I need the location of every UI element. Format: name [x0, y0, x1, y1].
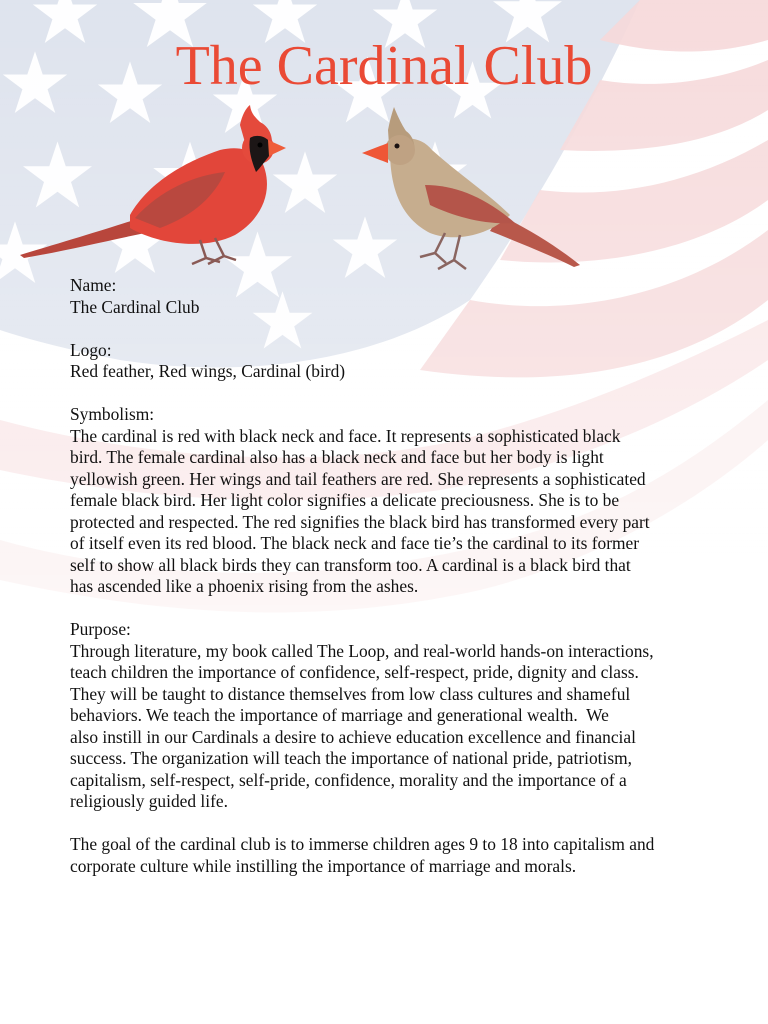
symbolism-line: The cardinal is red with black neck and face. It represents a sophisticated black — [70, 425, 621, 446]
goal-line: corporate culture while instilling the importance of marriage and morals. — [70, 855, 577, 876]
logo-value: Red feather, Red wings, Cardinal (bird) — [70, 361, 346, 381]
name-section — [70, 275, 720, 318]
purpose-line: capitalism, self-respect, self-pride, confidence, morality and the importance of a — [70, 769, 627, 790]
symbolism-line: bird. The female cardinal also has a black neck and face but her body is light — [70, 447, 604, 467]
name-value: The Cardinal Club — [70, 296, 200, 317]
purpose-line: behaviors. We teach the importance of marriage and generational wealth. We — [70, 705, 609, 725]
goal-section — [70, 834, 720, 877]
purpose-line: Through literature, my book called The Loop, and real-world hands-on interactions, — [70, 640, 654, 661]
symbolism-line: of itself even its red blood. The black neck and face tie’s the cardinal to its former — [70, 533, 640, 553]
symbolism-line: protected and respected. The red signifies the black bird has transformed every part — [70, 511, 650, 532]
symbolism-line: yellowish green. Her wings and tail feathers are red. She represents a sophisticated — [70, 468, 646, 489]
symbolism-section — [70, 404, 720, 598]
purpose-line: They will be taught to distance themselves from low class cultures and shameful — [70, 683, 631, 704]
document-body — [70, 275, 720, 899]
logo-section — [70, 340, 720, 383]
symbolism-label: Symbolism: — [70, 404, 155, 424]
male-cardinal-image — [10, 100, 300, 275]
female-cardinal-image — [350, 105, 590, 275]
goal-line: The goal of the cardinal club is to immerse children ages 9 to 18 into capitalism and — [70, 834, 655, 854]
purpose-line: also instill in our Cardinals a desire to achieve education excellence and financial — [70, 726, 636, 747]
symbolism-line: has ascended like a phoenix rising from the ashes. — [70, 576, 419, 596]
page-title: The Cardinal Club — [175, 35, 593, 97]
purpose-line: religiously guided life. — [70, 791, 228, 811]
name-label: Name: — [70, 275, 117, 295]
logo-label: Logo: — [70, 339, 112, 360]
symbolism-line: self to show all black birds they can transform too. A cardinal is a black bird that — [70, 554, 631, 575]
purpose-label: Purpose: — [70, 619, 131, 639]
purpose-line: success. The organization will teach the importance of national pride, patriotism, — [70, 748, 632, 768]
purpose-section — [70, 619, 720, 813]
symbolism-line: female black bird. Her light color signifies a delicate preciousness. She is to be — [70, 490, 620, 510]
purpose-line: teach children the importance of confidence, self-respect, pride, dignity and class. — [70, 662, 639, 682]
